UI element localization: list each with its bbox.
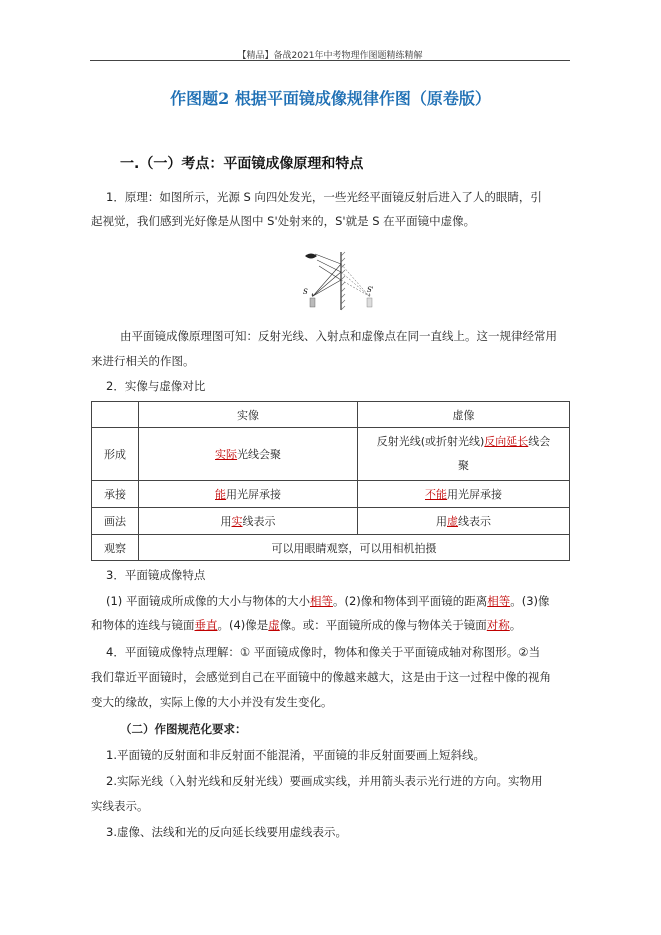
table-header-cell: 实像 [139,402,358,428]
candle-icon [310,298,315,307]
features-line2: 和物体的连线与镜面垂直。(4)像是虚像。或：平面镜所成的像与物体关于镜面对称。 [91,618,522,632]
section1-heading: 一.（一）考点：平面镜成像原理和特点 [120,156,364,172]
comparison-table [91,401,570,561]
table-cell: 用虚线表示 [358,508,570,535]
page-title: 作图题2 根据平面镜成像规律作图（原卷版） [170,89,491,108]
understanding-line2: 我们靠近平面镜时，会感觉到自己在平面镜中的像越来越大，这是由于这一过程中像的视角 [91,670,551,684]
table-header-cell: 虚像 [358,402,570,428]
drawing-rule-1: 1.平面镜的反射面和非反射面不能混淆，平面镜的非反射面要画上短斜线。 [106,748,485,762]
incident-rays [313,264,341,296]
table-row [92,481,570,508]
rule-paragraph-line1: 由平面镜成像原理图可知：反射光线、入射点和虚像点在同一直线上。这一规律经常用 [120,329,557,343]
principle-paragraph-line1: 1．原理：如图所示，光源 S 向四处发光，一些光经平面镜反射后进入了人的眼睛，引 [106,190,542,204]
table-header-row [92,402,570,428]
virtual-extensions [341,264,369,296]
features-heading: 3．平面镜成像特点 [106,568,206,582]
table-cell: 实际光线会聚 [139,428,358,481]
drawing-rule-2: 2.实际光线（入射光线和反射光线）要画成实线，并用箭头表示光行进的方向。实物用 [106,774,543,788]
drawing-rule-2-cont: 实线表示。 [91,799,149,813]
row-label: 画法 [92,508,139,535]
row-label: 形成 [92,428,139,481]
table-cell: 反射光线(或折射光线)反向延长线会 聚 [358,428,570,481]
table-row [92,508,570,535]
flame-icon [312,293,314,297]
understanding-line3: 变大的缘故，实际上像的大小并没有发生变化。 [91,695,333,709]
image-candle-icon [367,298,372,307]
table-cell: 可以用眼睛观察，可以用相机拍摄 [139,535,570,561]
section2-heading: （二）作图规范化要求： [120,722,247,736]
features-line1: (1) 平面镜成所成像的大小与物体的大小相等。(2)像和物体到平面镜的距离相等。(3)像 [106,594,550,608]
table-row [92,535,570,561]
row-label: 承接 [92,481,139,508]
mirror-diagram [287,250,377,312]
table-cell: 能用光屏承接 [139,481,358,508]
table-cell: 不能用光屏承接 [358,481,570,508]
comparison-heading: 2．实像与虚像对比 [106,379,206,393]
reflected-rays [315,254,341,280]
row-label: 观察 [92,535,139,561]
rule-paragraph-line2: 来进行相关的作图。 [91,354,195,368]
mirror-hatching [341,252,345,310]
table-row [92,428,570,481]
principle-paragraph-line2: 起视觉，我们感到光好像是从图中 S'处射来的，S'就是 S 在平面镜中虚像。 [91,214,476,228]
understanding-line1: 4．平面镜成像特点理解：① 平面镜成像时，物体和像关于平面镜成轴对称图形。②当 [106,645,541,659]
header-divider [90,60,570,61]
drawing-rule-3: 3.虚像、法线和光的反向延长线要用虚线表示。 [106,825,347,839]
table-header-cell [92,402,139,428]
page-header: 【精品】备战2021年中考物理作图题精练精解 [237,51,423,61]
label-s: S [303,288,308,296]
label-s-prime: S' [367,286,374,294]
table-cell: 用实线表示 [139,508,358,535]
